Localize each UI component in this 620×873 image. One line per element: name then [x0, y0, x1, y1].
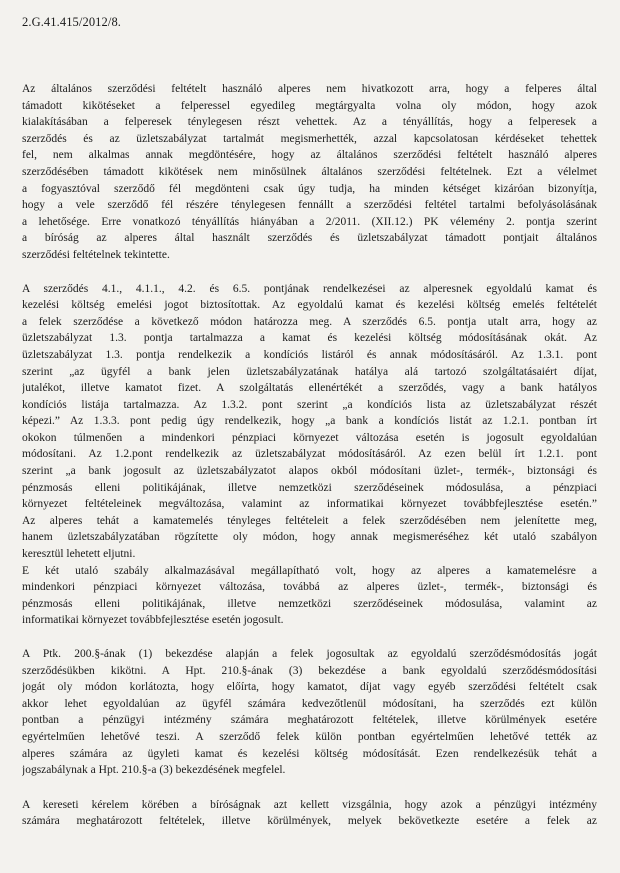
text-line: szerződésében támadott kikötések nem minősülnek általános szerződési feltételnek. Ezt a vélelmet — [22, 165, 597, 178]
text-line: a felek szerződése a következő módon határozza meg. A szerződés 6.5. pontja utalt arra, hogy az — [22, 315, 597, 328]
text-line: kialakításában a felperesek ténylegesen részt vehettek. Az a tényállítás, hogy a felperesek a — [22, 116, 597, 129]
text-line: A kereseti kérelem körében a bíróságnak azt kellett vizsgálnia, hogy azok a pénzügyi intézmény — [22, 798, 597, 811]
text-line: a fogyasztóval szerződő fél megdönteni csak úgy tudja, ha minden kétséget kizáróan bizonyítja, — [22, 182, 597, 195]
text-line: módosítani. Az 1.2.pont rendelkezik az üzletszabályzat módosításáról. Az ezen belül írt 1.2.1. pont — [22, 448, 597, 461]
text-line: számára meghatározott feltételek, illetve körülmények, melyek bekövetkezte esetére a felek az — [22, 815, 597, 828]
text-line: fel, nem alkalmas annak megdöntésére, hogy az általános szerződési feltételt használó alperes — [22, 149, 597, 162]
text-line: jutalékot, illetve kamatot fizet. A szolgáltatás ellenértékét a szerződés, vagy a bank hatályos — [22, 382, 597, 395]
text-line: jogszabálynak a Hpt. 210.§-a (3) bekezdésének megfelel. — [22, 764, 286, 777]
paragraph-2 — [22, 281, 597, 563]
paragraph-5 — [22, 797, 597, 830]
paragraph-4 — [22, 646, 597, 779]
text-line: jogát oly módon korlátozta, hogy előírta, hogy kamatot, díjat vagy egyéb szerződési feltételt csak — [22, 681, 597, 694]
text-line: pénzmosás elleni politikájának, illetve nemzetközi szerződéseinek módosulása, a pénzpiaci — [22, 481, 597, 494]
text-line: kezelési költség emelési jogot biztosítottak. Az egyoldalú kamat és kezelési költség emelés feltételét — [22, 299, 597, 312]
text-line: szerződésükben kikötni. A Hpt. 210.§-ának (3) bekezdése a bank egyoldalú szerződésmódosítási — [22, 664, 597, 677]
text-line: hanem üzletszabályzatában rögzítette oly módon, hogy annak megismeréséhez két utaló szabályon — [22, 531, 597, 544]
text-line: a bíróság az alperes által használt szerződés és üzletszabályzat támadott pontjait általános — [22, 232, 597, 245]
text-line: pontban a pénzügyi intézmény számára meghatározott feltételek, illetve körülmények esetére — [22, 714, 597, 727]
text-line: Az alperes tehát a kamatemelés tényleges feltételeit a felek szerződésében nem jelenítette meg, — [22, 514, 597, 527]
text-line: kondíciós listája tartalmazza. Az 1.3.2. pont szerint „a kondíciós lista az üzletszabályzat részét — [22, 398, 597, 411]
text-line: informatikai környezet továbbfejlesztése esetén jogosult. — [22, 614, 284, 627]
text-line: A Ptk. 200.§-ának (1) bekezdése alapján a felek jogosultak az egyoldalú szerződésmódosítás jogát — [22, 648, 597, 660]
text-line: üzletszabályzat 1.3. pontja rendelkezik a kondíciós listáról és annak módosításáról. Az 1.3.1. pont — [22, 348, 597, 361]
case-reference-number: 2.G.41.415/2012/8. — [22, 15, 122, 29]
text-line: keresztül lehetett eljutni. — [22, 548, 136, 561]
text-line: alperes számára az ügyleti kamat és kezelési költség módosítását. Ezen rendelkezésük tehát a — [22, 747, 597, 760]
text-line: szerződési feltételnek tekintette. — [22, 248, 170, 261]
text-line: A szerződés 4.1., 4.1.1., 4.2. és 6.5. pontjának rendelkezései az alperesnek egyoldalú kamat és — [22, 282, 597, 295]
text-line: okokon túlmenően a mindenkori pénzpiaci környezet változása esetén is jogosult egyoldalúan — [22, 431, 597, 444]
text-line: üzletszabályzat 1.3. pontja tartalmazza a kamat és kezelési költség módosításának okát. Az — [22, 332, 597, 345]
text-line: egyértelműen lehetővé teszi. A szerződő felek külön pontban egyértelműen lehetővé tették az — [22, 730, 597, 743]
text-line: E két utaló szabály alkalmazásával megállapítható volt, hogy az alperes a kamatemelésre a — [22, 564, 597, 577]
text-line: szerint „az ügyfél a bank jelen üzletszabályzatának hatálya alá tartozó szolgáltatásaiért díjat, — [22, 365, 597, 378]
text-line: hogy a vele szerződő fél részére ténylegesen fennállt a szerződési feltétel tartalmi befolyásolásának — [22, 199, 597, 212]
text-line: mindenkori pénzpiaci környezet változása, továbbá az alperes üzlet-, termék-, biztonsági és — [22, 581, 597, 594]
paragraph-3 — [22, 563, 597, 629]
text-line: akkor lehet egyoldalúan az ügyfél számára kedvezőtlenül módosítani, ha szerződés ezt külön — [22, 697, 597, 710]
text-line: Az általános szerződési feltételt használó alperes nem hivatkozott arra, hogy a felperes által — [22, 83, 597, 95]
text-line: támadott kikötéseket a felperessel egyedileg megtárgyalta volna oly módon, hogy azok — [22, 99, 597, 112]
paragraph-1 — [22, 81, 597, 264]
text-line: környezet feltételeinek megváltozása, valamint az informatikai környezet továbbfejlesztése esetén.” — [22, 498, 597, 511]
text-line: képezi.” Az 1.3.3. pont pedig úgy rendelkezik, hogy „a bank a kondíciós listát az 1.2.1. pontban írt — [22, 415, 597, 428]
text-line: pénzmosás elleni politikájának, illetve nemzetközi szerződéseinek módosulása, valamint az — [22, 597, 597, 610]
text-line: szerint „a bank jogosult az üzletszabályzatot alapos okból módosítani üzlet-, termék-, biztonsági és — [22, 465, 597, 478]
text-line: a lehetősége. Erre vonatkozó tényállítás hiányában a 2/2011. (XII.12.) PK vélemény 2. pontja szerint — [22, 215, 597, 228]
text-line: szerződés és az üzletszabályzat tartalmát megismerhették, azzal kapcsolatosan kérdéseket tehettek — [22, 132, 597, 145]
